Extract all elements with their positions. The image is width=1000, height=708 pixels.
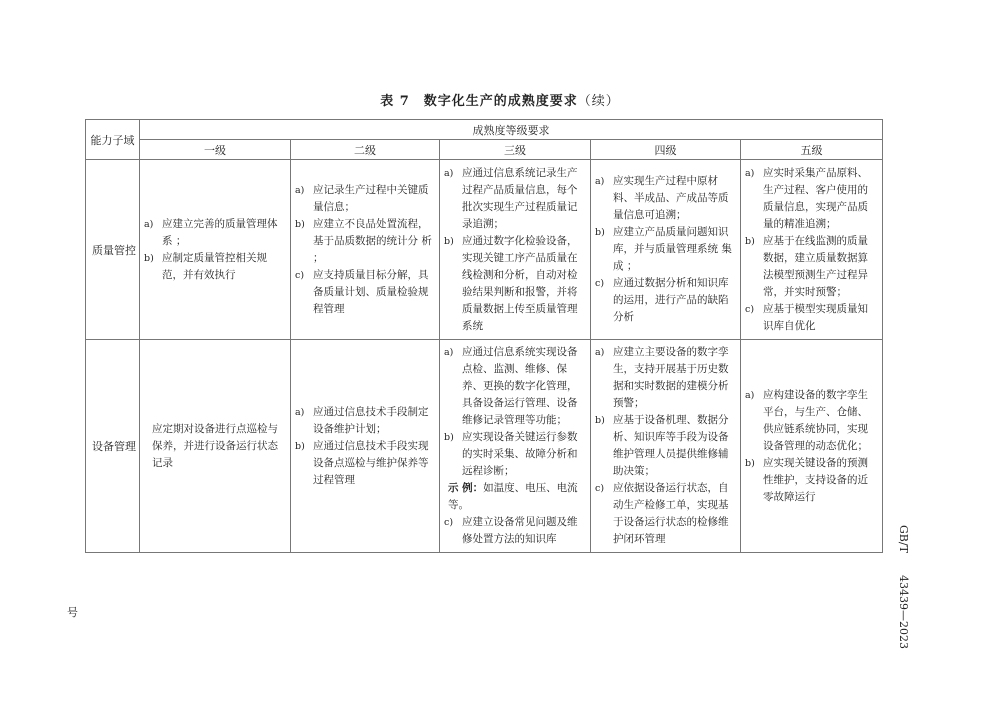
quality-level5-cell: [741, 160, 883, 340]
list-item: a) 应建立完善的质量管理体 系 ；: [144, 217, 278, 247]
list-item: b) 应制定质量管控相关规范，并有效执行: [144, 251, 267, 281]
table-title-main: 表 7 数字化生产的成熟度要求: [380, 94, 578, 109]
equipment-level3-cell: [440, 340, 591, 553]
list-item: a) 应通过信息系统记录生产过程产品质量信息，每个批次实现生产过程质量记录追溯；: [444, 166, 578, 230]
level-header-4: 四级: [591, 140, 741, 160]
list-item: a) 应建立主要设备的数字孪生，支持开展基于历史数据和实时数据的建模分析预警；: [595, 346, 729, 409]
list-item: a) 应通过信息技术手段制定设备维护计划；: [295, 405, 429, 435]
level-header-2: 二级: [291, 140, 440, 160]
standard-code: GB/T: [897, 525, 910, 553]
equipment-level1-text: 应定期对设备进行点巡检与保养，并进行设备运行状态记录: [152, 422, 278, 469]
header-row-2: [86, 140, 883, 160]
table-row: [86, 160, 883, 340]
list-item: a) 应实时采集产品原料、生产过程、客户使用的质量信息，实现产品质量的精准追溯；: [745, 166, 868, 230]
quality-level4-cell: [591, 160, 741, 340]
equipment-level4-cell: [591, 340, 741, 553]
example-note: 示 例：如温度、电压、电流等。: [448, 482, 578, 511]
list-item: c) 应支持质量目标分解，具备质量计划、质量检验规程管理: [295, 268, 429, 315]
list-item: b) 应实现设备关键运行参数的实时采集、故障分析和远程诊断；: [444, 431, 578, 477]
table-title: [0, 90, 1000, 109]
list-item: c) 应依据设备运行状态，自动生产检修工单，实现基于设备运行状态的检修维护闭环管理: [595, 482, 729, 545]
list-item: b) 应建立不良品处置流程，基于品质数据的统计分 析 ；: [295, 217, 432, 264]
list-item: a) 应记录生产过程中关键质量信息；: [295, 183, 429, 213]
list-item: a) 应构建设备的数字孪生平台，与生产、仓储、供应链系统协同，实现设备管理的动态优化；: [745, 388, 868, 452]
quality-level2-cell: [291, 160, 440, 340]
row-label-equipment: 设备管理: [86, 340, 140, 553]
row-label-quality: 质量管控: [86, 160, 140, 340]
equipment-level2-cell: [291, 340, 440, 553]
capability-header: 能力子域: [86, 120, 140, 160]
page-footer-mark: 号: [67, 606, 78, 619]
maturity-table: [85, 119, 883, 553]
list-item: c) 应基于模型实现质量知识库自优化: [745, 302, 868, 332]
equipment-level1-cell: [140, 340, 291, 553]
list-item: b) 应实现关键设备的预测性维护，支持设备的近零故障运行: [745, 456, 868, 503]
list-item: c) 应建立设备常见问题及维修处置方法的知识库: [444, 516, 578, 545]
header-row-1: [86, 120, 883, 140]
list-item: a) 应实现生产过程中原材料、半成品、产成品等质量信息可追溯；: [595, 175, 729, 221]
list-item: b) 应通过信息技术手段实现设备点巡检与维护保养等过程管理: [295, 439, 429, 486]
list-item: c) 应通过数据分析和知识库的运用，进行产品的缺陷分析: [595, 277, 729, 323]
quality-level1-cell: [140, 160, 291, 340]
list-item: b) 应通过数字化检验设备，实现关键工序产品质量在线检测和分析，自动对检验结果判断和报警，并将质量数据上传至质量管理系统: [444, 234, 578, 332]
list-item: a) 应通过信息系统实现设备点检、监测、维修、保养、更换的数字化管理，具备设备运行管理、设备维修记录管理等功能；: [444, 346, 578, 426]
list-item: b) 应建立产品质量问题知识库，并与质量管理系统 集 成 ；: [595, 226, 732, 272]
level-header-1: 一级: [140, 140, 291, 160]
level-header-5: 五级: [741, 140, 883, 160]
list-item: b) 应基于在线监测的质量数据，建立质量数据算法模型预测生产过程异常，并实时预警；: [745, 234, 868, 298]
quality-level3-cell: [440, 160, 591, 340]
list-item: b) 应基于设备机理、数据分析、知识库等手段为设备维护管理人员提供维修辅助决策；: [595, 414, 729, 477]
equipment-level5-cell: [741, 340, 883, 553]
table-title-continued: （续）: [577, 94, 620, 109]
standard-number: 43439—2023: [897, 575, 910, 649]
table-row: [86, 340, 883, 553]
requirements-header: 成熟度等级要求: [140, 120, 883, 140]
level-header-3: 三级: [440, 140, 591, 160]
